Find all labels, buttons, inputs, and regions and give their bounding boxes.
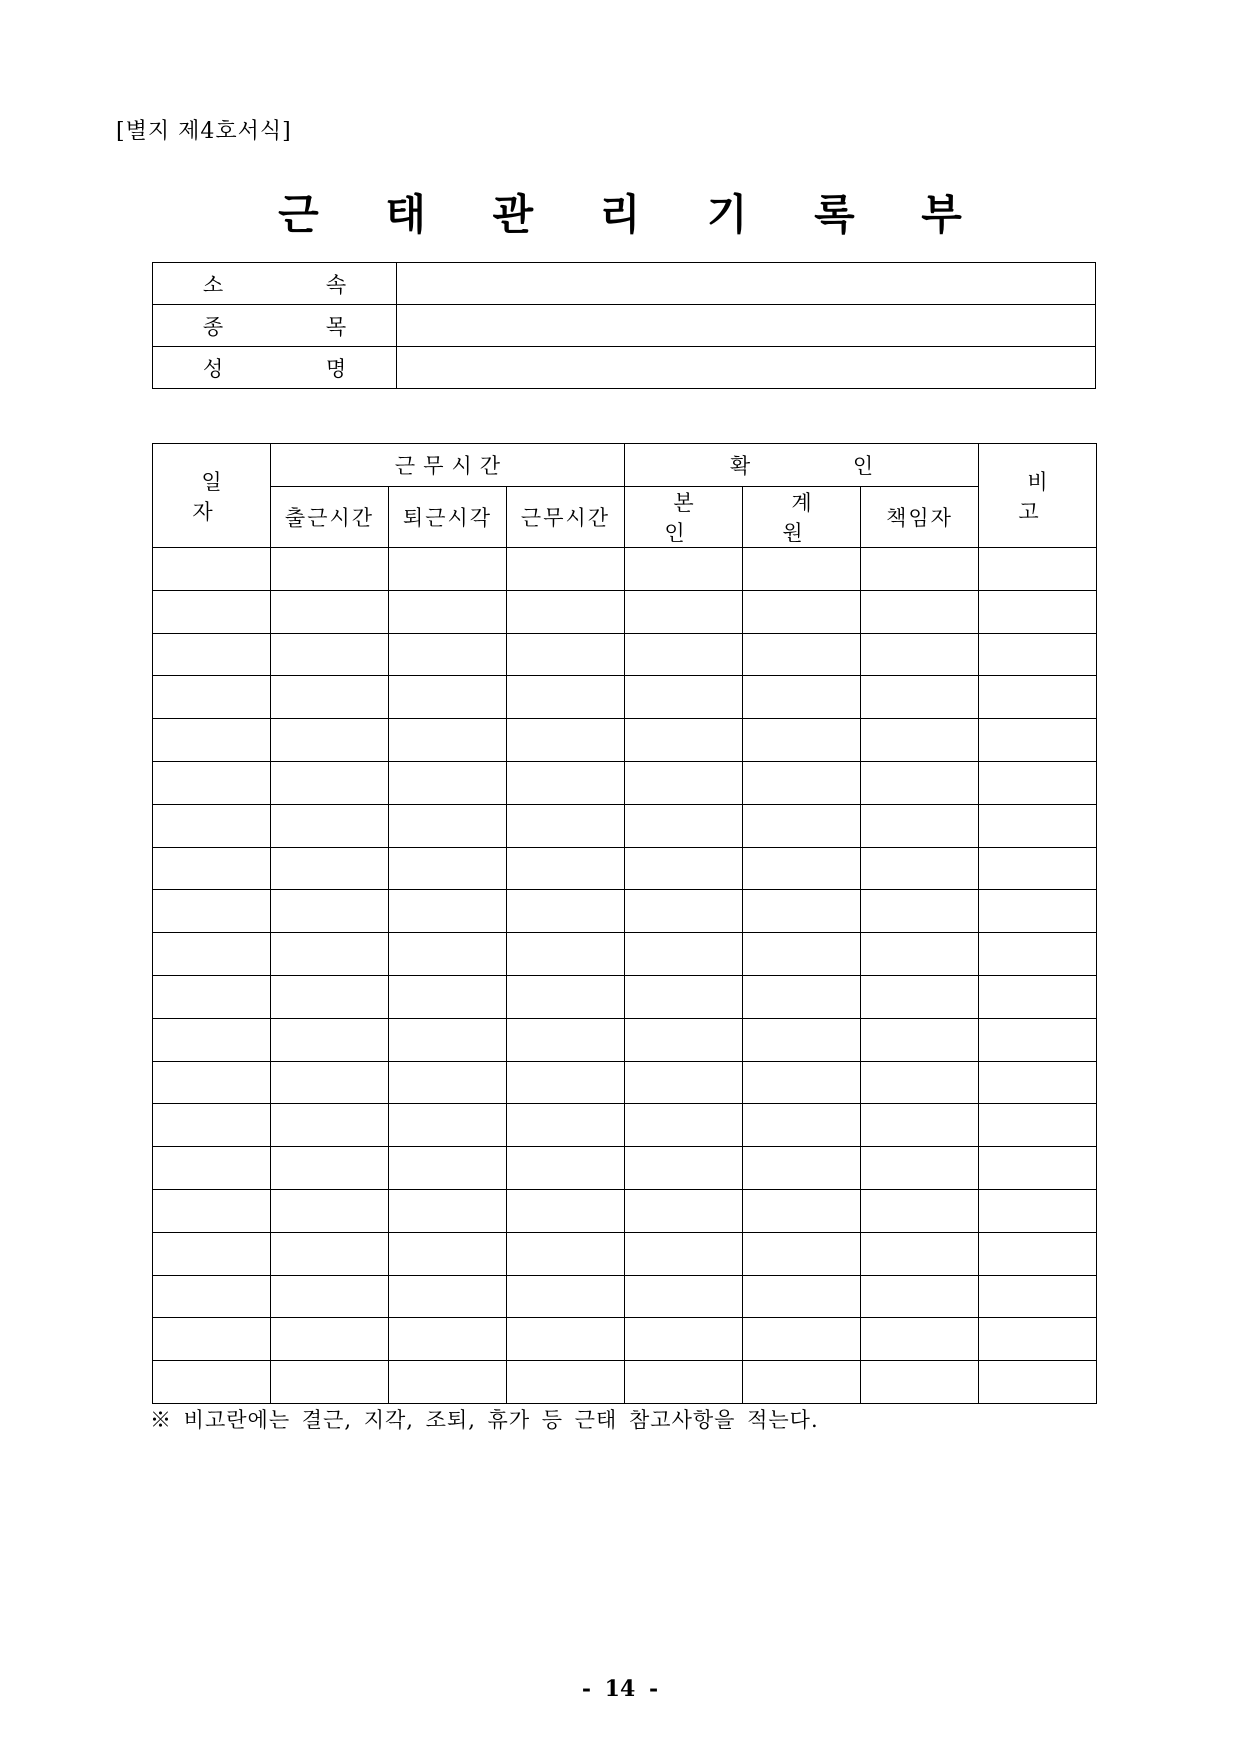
- cell-remarks[interactable]: [979, 548, 1097, 591]
- page-number: - 14 -: [581, 1676, 659, 1702]
- cell-work-hours[interactable]: [507, 804, 625, 847]
- cell-date[interactable]: [153, 1189, 271, 1232]
- cell-staff[interactable]: [743, 1318, 861, 1361]
- cell-clock-out[interactable]: [389, 1061, 507, 1104]
- cell-work-hours[interactable]: [507, 890, 625, 933]
- cell-staff[interactable]: [743, 890, 861, 933]
- cell-self[interactable]: [625, 804, 743, 847]
- cell-clock-in[interactable]: [271, 1018, 389, 1061]
- cell-clock-in[interactable]: [271, 719, 389, 762]
- header-confirm-group: 확 인: [625, 444, 979, 487]
- cell-manager[interactable]: [861, 761, 979, 804]
- cell-clock-out[interactable]: [389, 676, 507, 719]
- cell-work-hours[interactable]: [507, 1318, 625, 1361]
- cell-clock-out[interactable]: [389, 1318, 507, 1361]
- header-work-time-group: 근무시간: [271, 444, 625, 487]
- cell-date[interactable]: [153, 1318, 271, 1361]
- cell-work-hours[interactable]: [507, 590, 625, 633]
- cell-remarks[interactable]: [979, 590, 1097, 633]
- table-row: [153, 1189, 1097, 1232]
- cell-staff[interactable]: [743, 590, 861, 633]
- table-row: [153, 633, 1097, 676]
- cell-clock-in[interactable]: [271, 548, 389, 591]
- cell-manager[interactable]: [861, 1104, 979, 1147]
- cell-work-hours[interactable]: [507, 761, 625, 804]
- cell-remarks[interactable]: [979, 1104, 1097, 1147]
- table-row: [153, 590, 1097, 633]
- cell-clock-out[interactable]: [389, 1275, 507, 1318]
- cell-clock-in[interactable]: [271, 633, 389, 676]
- cell-date[interactable]: [153, 890, 271, 933]
- cell-self[interactable]: [625, 1147, 743, 1190]
- cell-work-hours[interactable]: [507, 1147, 625, 1190]
- info-label-sport: 종 목: [153, 305, 397, 347]
- cell-work-hours[interactable]: [507, 1104, 625, 1147]
- header-work-hours: 근무시간: [507, 487, 625, 548]
- cell-staff[interactable]: [743, 719, 861, 762]
- cell-clock-in[interactable]: [271, 1189, 389, 1232]
- cell-self[interactable]: [625, 548, 743, 591]
- cell-clock-in[interactable]: [271, 890, 389, 933]
- cell-clock-out[interactable]: [389, 590, 507, 633]
- cell-remarks[interactable]: [979, 804, 1097, 847]
- table-row: [153, 1361, 1097, 1404]
- cell-staff[interactable]: [743, 676, 861, 719]
- info-table: [152, 262, 1096, 389]
- cell-clock-out[interactable]: [389, 975, 507, 1018]
- cell-self[interactable]: [625, 890, 743, 933]
- header-manager: 책임자: [861, 487, 979, 548]
- cell-date[interactable]: [153, 633, 271, 676]
- cell-clock-out[interactable]: [389, 719, 507, 762]
- cell-clock-out[interactable]: [389, 1147, 507, 1190]
- cell-work-hours[interactable]: [507, 548, 625, 591]
- cell-manager[interactable]: [861, 1361, 979, 1404]
- cell-staff[interactable]: [743, 548, 861, 591]
- cell-remarks[interactable]: [979, 1018, 1097, 1061]
- info-row-affiliation: [153, 263, 1096, 305]
- cell-date[interactable]: [153, 1061, 271, 1104]
- cell-clock-in[interactable]: [271, 1147, 389, 1190]
- cell-remarks[interactable]: [979, 1318, 1097, 1361]
- cell-date[interactable]: [153, 1147, 271, 1190]
- cell-self[interactable]: [625, 719, 743, 762]
- cell-manager[interactable]: [861, 1232, 979, 1275]
- cell-date[interactable]: [153, 1018, 271, 1061]
- cell-clock-in[interactable]: [271, 676, 389, 719]
- cell-remarks[interactable]: [979, 1361, 1097, 1404]
- cell-staff[interactable]: [743, 1061, 861, 1104]
- cell-staff[interactable]: [743, 933, 861, 976]
- cell-clock-in[interactable]: [271, 847, 389, 890]
- cell-clock-out[interactable]: [389, 548, 507, 591]
- page-title: 근 태 관 리 기 록 부: [278, 190, 988, 239]
- cell-staff[interactable]: [743, 1147, 861, 1190]
- cell-staff[interactable]: [743, 1189, 861, 1232]
- header-self: 본 인: [625, 487, 743, 548]
- cell-work-hours[interactable]: [507, 1189, 625, 1232]
- cell-manager[interactable]: [861, 633, 979, 676]
- cell-clock-in[interactable]: [271, 1104, 389, 1147]
- cell-remarks[interactable]: [979, 1147, 1097, 1190]
- header-date: 일 자: [153, 444, 271, 548]
- cell-staff[interactable]: [743, 1018, 861, 1061]
- cell-clock-out[interactable]: [389, 1232, 507, 1275]
- cell-manager[interactable]: [861, 1147, 979, 1190]
- info-label-affiliation: 소 속: [153, 263, 397, 305]
- cell-clock-in[interactable]: [271, 975, 389, 1018]
- info-row-sport: [153, 305, 1096, 347]
- info-value-sport[interactable]: [397, 305, 1096, 347]
- cell-clock-out[interactable]: [389, 933, 507, 976]
- cell-self[interactable]: [625, 1104, 743, 1147]
- cell-date[interactable]: [153, 933, 271, 976]
- header-clock-out: 퇴근시각: [389, 487, 507, 548]
- info-label-name: 성 명: [153, 347, 397, 389]
- cell-clock-in[interactable]: [271, 804, 389, 847]
- cell-date[interactable]: [153, 847, 271, 890]
- table-row: [153, 890, 1097, 933]
- cell-date[interactable]: [153, 1275, 271, 1318]
- cell-work-hours[interactable]: [507, 633, 625, 676]
- cell-staff[interactable]: [743, 761, 861, 804]
- cell-self[interactable]: [625, 1361, 743, 1404]
- cell-work-hours[interactable]: [507, 1361, 625, 1404]
- cell-date[interactable]: [153, 590, 271, 633]
- cell-staff[interactable]: [743, 1104, 861, 1147]
- cell-self[interactable]: [625, 1189, 743, 1232]
- cell-staff[interactable]: [743, 847, 861, 890]
- table-row: [153, 719, 1097, 762]
- cell-manager[interactable]: [861, 1189, 979, 1232]
- cell-clock-in[interactable]: [271, 1232, 389, 1275]
- cell-clock-in[interactable]: [271, 1361, 389, 1404]
- table-row: [153, 847, 1097, 890]
- cell-self[interactable]: [625, 761, 743, 804]
- cell-work-hours[interactable]: [507, 1275, 625, 1318]
- cell-manager[interactable]: [861, 1275, 979, 1318]
- cell-staff[interactable]: [743, 1232, 861, 1275]
- cell-self[interactable]: [625, 1232, 743, 1275]
- cell-manager[interactable]: [861, 1318, 979, 1361]
- cell-clock-out[interactable]: [389, 1361, 507, 1404]
- cell-self[interactable]: [625, 1318, 743, 1361]
- cell-work-hours[interactable]: [507, 1232, 625, 1275]
- cell-clock-out[interactable]: [389, 1104, 507, 1147]
- cell-clock-out[interactable]: [389, 633, 507, 676]
- cell-self[interactable]: [625, 847, 743, 890]
- table-row: [153, 933, 1097, 976]
- info-row-name: [153, 347, 1096, 389]
- cell-clock-out[interactable]: [389, 804, 507, 847]
- cell-manager[interactable]: [861, 676, 979, 719]
- table-row: [153, 804, 1097, 847]
- cell-remarks[interactable]: [979, 933, 1097, 976]
- cell-remarks[interactable]: [979, 719, 1097, 762]
- cell-date[interactable]: [153, 975, 271, 1018]
- cell-remarks[interactable]: [979, 1232, 1097, 1275]
- cell-self[interactable]: [625, 1275, 743, 1318]
- table-row: [153, 1018, 1097, 1061]
- cell-work-hours[interactable]: [507, 847, 625, 890]
- table-row: [153, 1147, 1097, 1190]
- cell-clock-out[interactable]: [389, 1018, 507, 1061]
- form-label: [별지 제4호서식]: [116, 119, 292, 144]
- cell-remarks[interactable]: [979, 975, 1097, 1018]
- cell-clock-out[interactable]: [389, 761, 507, 804]
- table-row: [153, 1318, 1097, 1361]
- cell-manager[interactable]: [861, 804, 979, 847]
- cell-manager[interactable]: [861, 890, 979, 933]
- cell-clock-in[interactable]: [271, 1275, 389, 1318]
- cell-work-hours[interactable]: [507, 676, 625, 719]
- cell-work-hours[interactable]: [507, 975, 625, 1018]
- cell-date[interactable]: [153, 1361, 271, 1404]
- cell-manager[interactable]: [861, 590, 979, 633]
- cell-remarks[interactable]: [979, 676, 1097, 719]
- cell-work-hours[interactable]: [507, 719, 625, 762]
- table-row: [153, 1232, 1097, 1275]
- cell-staff[interactable]: [743, 804, 861, 847]
- header-staff: 계 원: [743, 487, 861, 548]
- cell-self[interactable]: [625, 633, 743, 676]
- table-row: [153, 1275, 1097, 1318]
- cell-remarks[interactable]: [979, 1189, 1097, 1232]
- cell-manager[interactable]: [861, 719, 979, 762]
- cell-remarks[interactable]: [979, 890, 1097, 933]
- table-row: [153, 548, 1097, 591]
- cell-manager[interactable]: [861, 847, 979, 890]
- cell-date[interactable]: [153, 719, 271, 762]
- cell-date[interactable]: [153, 1104, 271, 1147]
- cell-clock-in[interactable]: [271, 1318, 389, 1361]
- cell-work-hours[interactable]: [507, 1018, 625, 1061]
- cell-clock-in[interactable]: [271, 933, 389, 976]
- cell-date[interactable]: [153, 1232, 271, 1275]
- cell-self[interactable]: [625, 590, 743, 633]
- cell-work-hours[interactable]: [507, 1061, 625, 1104]
- cell-remarks[interactable]: [979, 761, 1097, 804]
- cell-manager[interactable]: [861, 933, 979, 976]
- cell-remarks[interactable]: [979, 847, 1097, 890]
- cell-manager[interactable]: [861, 548, 979, 591]
- table-row: [153, 1104, 1097, 1147]
- cell-staff[interactable]: [743, 633, 861, 676]
- attendance-table: [152, 443, 1097, 1404]
- cell-date[interactable]: [153, 761, 271, 804]
- cell-self[interactable]: [625, 933, 743, 976]
- cell-date[interactable]: [153, 548, 271, 591]
- header-clock-in: 출근시간: [271, 487, 389, 548]
- cell-self[interactable]: [625, 1061, 743, 1104]
- cell-work-hours[interactable]: [507, 933, 625, 976]
- footnote: ※ 비고란에는 결근, 지각, 조퇴, 휴가 등 근태 참고사항을 적는다.: [150, 1408, 819, 1432]
- header-row-2: [153, 487, 1097, 548]
- cell-self[interactable]: [625, 975, 743, 1018]
- table-row: [153, 975, 1097, 1018]
- cell-clock-out[interactable]: [389, 1189, 507, 1232]
- cell-staff[interactable]: [743, 1275, 861, 1318]
- cell-manager[interactable]: [861, 975, 979, 1018]
- cell-clock-out[interactable]: [389, 890, 507, 933]
- cell-staff[interactable]: [743, 975, 861, 1018]
- cell-self[interactable]: [625, 1018, 743, 1061]
- cell-staff[interactable]: [743, 1361, 861, 1404]
- cell-remarks[interactable]: [979, 633, 1097, 676]
- cell-date[interactable]: [153, 804, 271, 847]
- cell-manager[interactable]: [861, 1061, 979, 1104]
- cell-remarks[interactable]: [979, 1061, 1097, 1104]
- info-value-affiliation[interactable]: [397, 263, 1096, 305]
- cell-self[interactable]: [625, 676, 743, 719]
- table-row: [153, 1061, 1097, 1104]
- cell-clock-in[interactable]: [271, 761, 389, 804]
- info-value-name[interactable]: [397, 347, 1096, 389]
- cell-clock-in[interactable]: [271, 590, 389, 633]
- cell-manager[interactable]: [861, 1018, 979, 1061]
- header-remarks: 비 고: [979, 444, 1097, 548]
- cell-clock-in[interactable]: [271, 1061, 389, 1104]
- table-row: [153, 761, 1097, 804]
- table-row: [153, 676, 1097, 719]
- cell-date[interactable]: [153, 676, 271, 719]
- header-row-1: [153, 444, 1097, 487]
- cell-remarks[interactable]: [979, 1275, 1097, 1318]
- cell-clock-out[interactable]: [389, 847, 507, 890]
